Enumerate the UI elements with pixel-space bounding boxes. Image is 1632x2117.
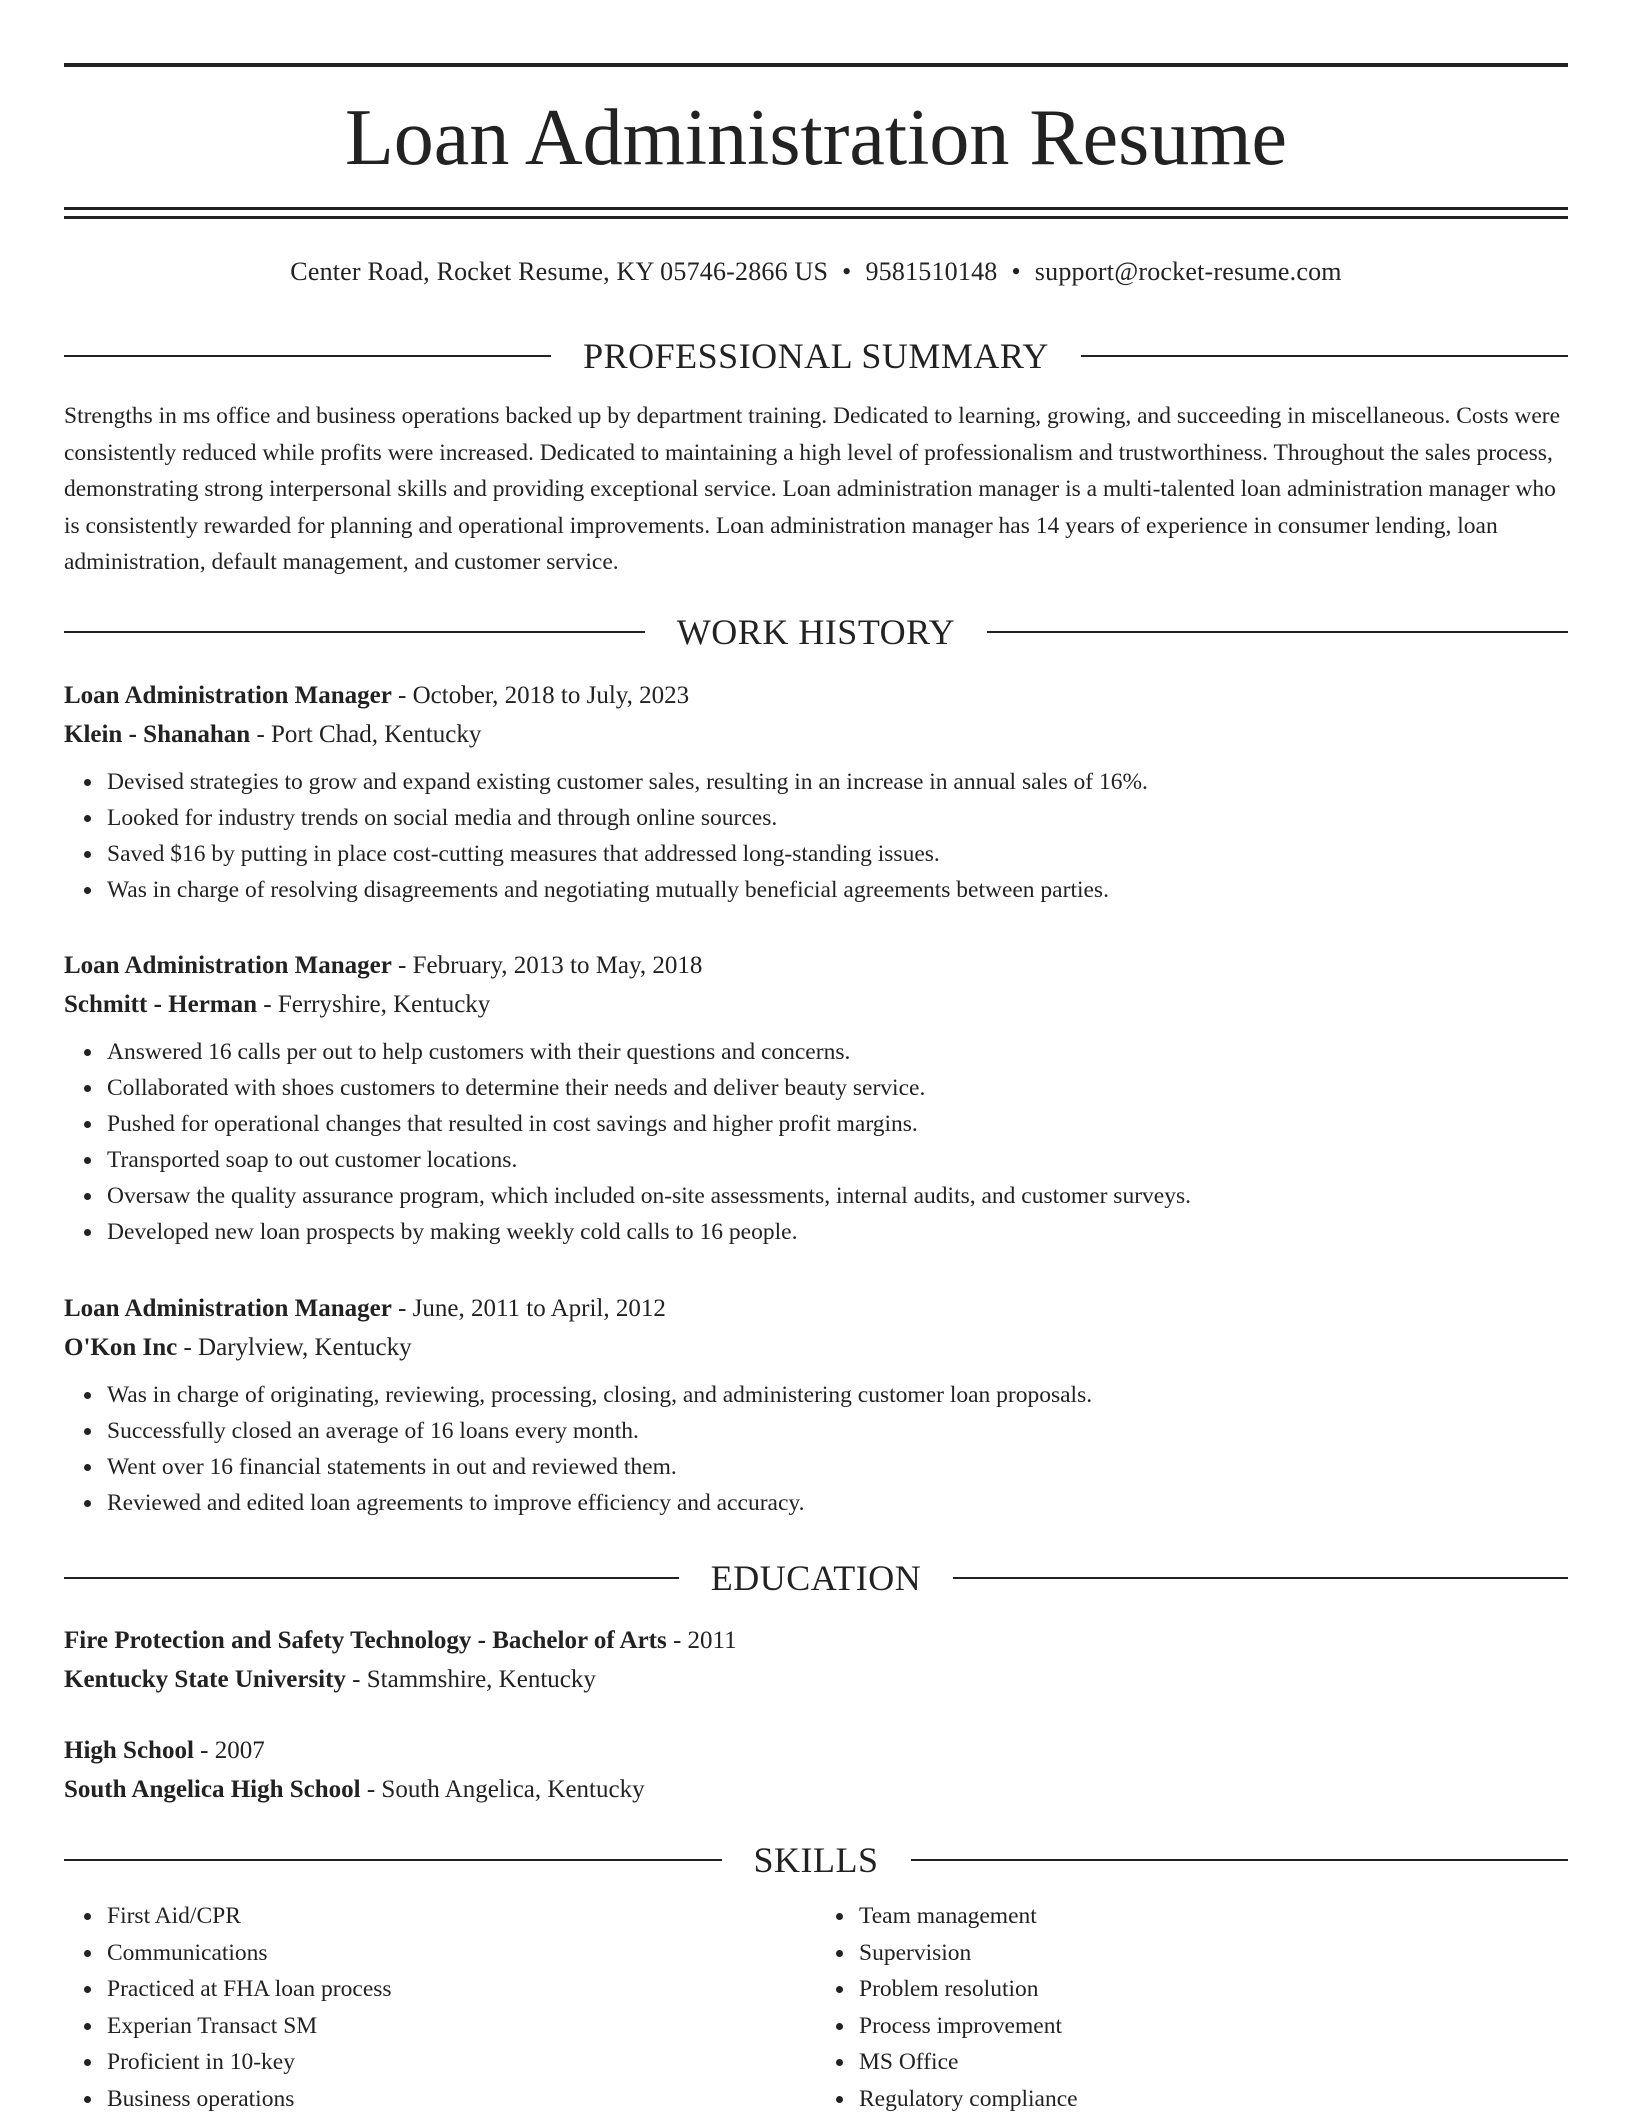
- contact-phone: 9581510148: [865, 257, 997, 286]
- list-item: Looked for industry trends on social media and through online sources.: [107, 800, 1568, 836]
- job-location: - Port Chad, Kentucky: [256, 721, 481, 748]
- list-item: Saved $16 by putting in place cost-cutting measures that addressed long-standing issues.: [107, 836, 1568, 872]
- job-title: Loan Administration Manager: [64, 1295, 392, 1322]
- job-company: Klein - Shanahan: [64, 721, 250, 748]
- job-company: Schmitt - Herman: [64, 991, 257, 1018]
- list-item: Transported soap to out customer locations.: [107, 1142, 1568, 1178]
- section-title-education: EDUCATION: [679, 1556, 953, 1600]
- list-item: Reviewed and edited loan agreements to improve efficiency and accuracy.: [107, 1485, 1568, 1521]
- title-rule-lower: [64, 216, 1568, 219]
- list-item: Was in charge of originating, reviewing, processing, closing, and administering customer loan proposals.: [107, 1377, 1568, 1413]
- contact-separator: •: [828, 257, 865, 286]
- job-title-line: [64, 1289, 1568, 1328]
- job-entry: [64, 946, 1568, 1250]
- section-rule-right: [911, 1859, 1569, 1861]
- job-location: - Darylview, Kentucky: [183, 1334, 411, 1361]
- section-header-education: [64, 1556, 1568, 1600]
- skill-item: Communications: [107, 1935, 816, 1972]
- job-company: O'Kon Inc: [64, 1334, 177, 1361]
- school: South Angelica High School: [64, 1776, 361, 1803]
- list-item: Pushed for operational changes that resulted in cost savings and higher profit margins.: [107, 1106, 1568, 1142]
- job-dates: - February, 2013 to May, 2018: [398, 952, 702, 979]
- list-item: Answered 16 calls per out to help customers with their questions and concerns.: [107, 1034, 1568, 1070]
- contact-email: support@rocket-resume.com: [1035, 257, 1342, 286]
- section-header-summary: [64, 334, 1568, 378]
- list-item: Was in charge of resolving disagreements and negotiating mutually beneficial agreements between parties.: [107, 872, 1568, 908]
- contact-separator: •: [997, 257, 1034, 286]
- section-title-work: WORK HISTORY: [645, 610, 987, 654]
- degree-year: - 2011: [673, 1627, 737, 1654]
- skills-list-left: [64, 1898, 816, 2117]
- section-rule-left: [64, 355, 551, 357]
- list-item: Developed new loan prospects by making weekly cold calls to 16 people.: [107, 1214, 1568, 1250]
- skill-item: Process improvement: [859, 2008, 1568, 2045]
- job-company-line: [64, 715, 1568, 754]
- skill-item: Business operations: [107, 2081, 816, 2117]
- school-location: - Stammshire, Kentucky: [352, 1666, 596, 1693]
- school: Kentucky State University: [64, 1666, 346, 1693]
- skill-item: Team management: [859, 1898, 1568, 1935]
- degree-year: - 2007: [200, 1737, 265, 1764]
- title-rule-upper: [64, 207, 1568, 210]
- degree: Fire Protection and Safety Technology - Bachelor of Arts: [64, 1627, 667, 1654]
- job-dates: - October, 2018 to July, 2023: [398, 682, 689, 709]
- skill-item: Proficient in 10-key: [107, 2044, 816, 2081]
- job-location: - Ferryshire, Kentucky: [263, 991, 490, 1018]
- contact-line: [64, 254, 1568, 290]
- skill-item: Practiced at FHA loan process: [107, 1971, 816, 2008]
- job-title: Loan Administration Manager: [64, 952, 392, 979]
- skill-item: Supervision: [859, 1935, 1568, 1972]
- job-company-line: [64, 985, 1568, 1024]
- school-line: [64, 1770, 1568, 1809]
- job-bullets: [64, 1034, 1568, 1250]
- job-title-line: [64, 676, 1568, 715]
- section-title-summary: PROFESSIONAL SUMMARY: [551, 334, 1081, 378]
- education-entry: [64, 1621, 1568, 1699]
- job-entry: [64, 1289, 1568, 1521]
- degree-line: [64, 1731, 1568, 1770]
- skills-list-right: [816, 1898, 1568, 2117]
- skill-item: MS Office: [859, 2044, 1568, 2081]
- skill-item: First Aid/CPR: [107, 1898, 816, 1935]
- section-title-skills: SKILLS: [722, 1838, 911, 1882]
- education-entry: [64, 1731, 1568, 1809]
- school-line: [64, 1660, 1568, 1699]
- degree-line: [64, 1621, 1568, 1660]
- list-item: Oversaw the quality assurance program, which included on-site assessments, internal audits, and customer surveys.: [107, 1178, 1568, 1214]
- list-item: Collaborated with shoes customers to determine their needs and deliver beauty service.: [107, 1070, 1568, 1106]
- top-rule: [64, 63, 1568, 67]
- list-item: Went over 16 financial statements in out and reviewed them.: [107, 1449, 1568, 1485]
- section-rule-left: [64, 1577, 679, 1579]
- contact-address: Center Road, Rocket Resume, KY 05746-2866 US: [290, 257, 828, 286]
- job-company-line: [64, 1328, 1568, 1367]
- job-bullets: [64, 1377, 1568, 1521]
- job-title: Loan Administration Manager: [64, 682, 392, 709]
- school-location: - South Angelica, Kentucky: [367, 1776, 645, 1803]
- list-item: Devised strategies to grow and expand existing customer sales, resulting in an increase in annual sales of 16%.: [107, 764, 1568, 800]
- resume-title: Loan Administration Resume: [64, 90, 1568, 186]
- list-item: Successfully closed an average of 16 loans every month.: [107, 1413, 1568, 1449]
- section-rule-right: [1081, 355, 1568, 357]
- job-bullets: [64, 764, 1568, 908]
- section-rule-left: [64, 1859, 722, 1861]
- job-dates: - June, 2011 to April, 2012: [398, 1295, 666, 1322]
- job-entry: [64, 676, 1568, 908]
- degree: High School: [64, 1737, 194, 1764]
- skills-columns: [64, 1898, 1568, 2117]
- skill-item: Problem resolution: [859, 1971, 1568, 2008]
- summary-text: Strengths in ms office and business operations backed up by department training. Dedicated to learning, growing, and succeeding in miscellaneous. Costs were consistently reduced while profits were increased. Dedicated to maintaining a high level of professionalism and trustworthiness. Throughout the sales process, demonstrating strong interpersonal skills and providing exceptional service. Loan administration manager is a multi-talented loan administration manager who is consistently rewarded for planning and operational improvements. Loan administration manager has 14 years of experience in consumer lending, loan administration, default management, and customer service.: [64, 398, 1568, 581]
- skill-item: Experian Transact SM: [107, 2008, 816, 2045]
- section-rule-right: [953, 1577, 1568, 1579]
- section-header-skills: [64, 1838, 1568, 1882]
- section-rule-right: [987, 631, 1568, 633]
- section-rule-left: [64, 631, 645, 633]
- skill-item: Regulatory compliance: [859, 2081, 1568, 2117]
- job-title-line: [64, 946, 1568, 985]
- section-header-work: [64, 610, 1568, 654]
